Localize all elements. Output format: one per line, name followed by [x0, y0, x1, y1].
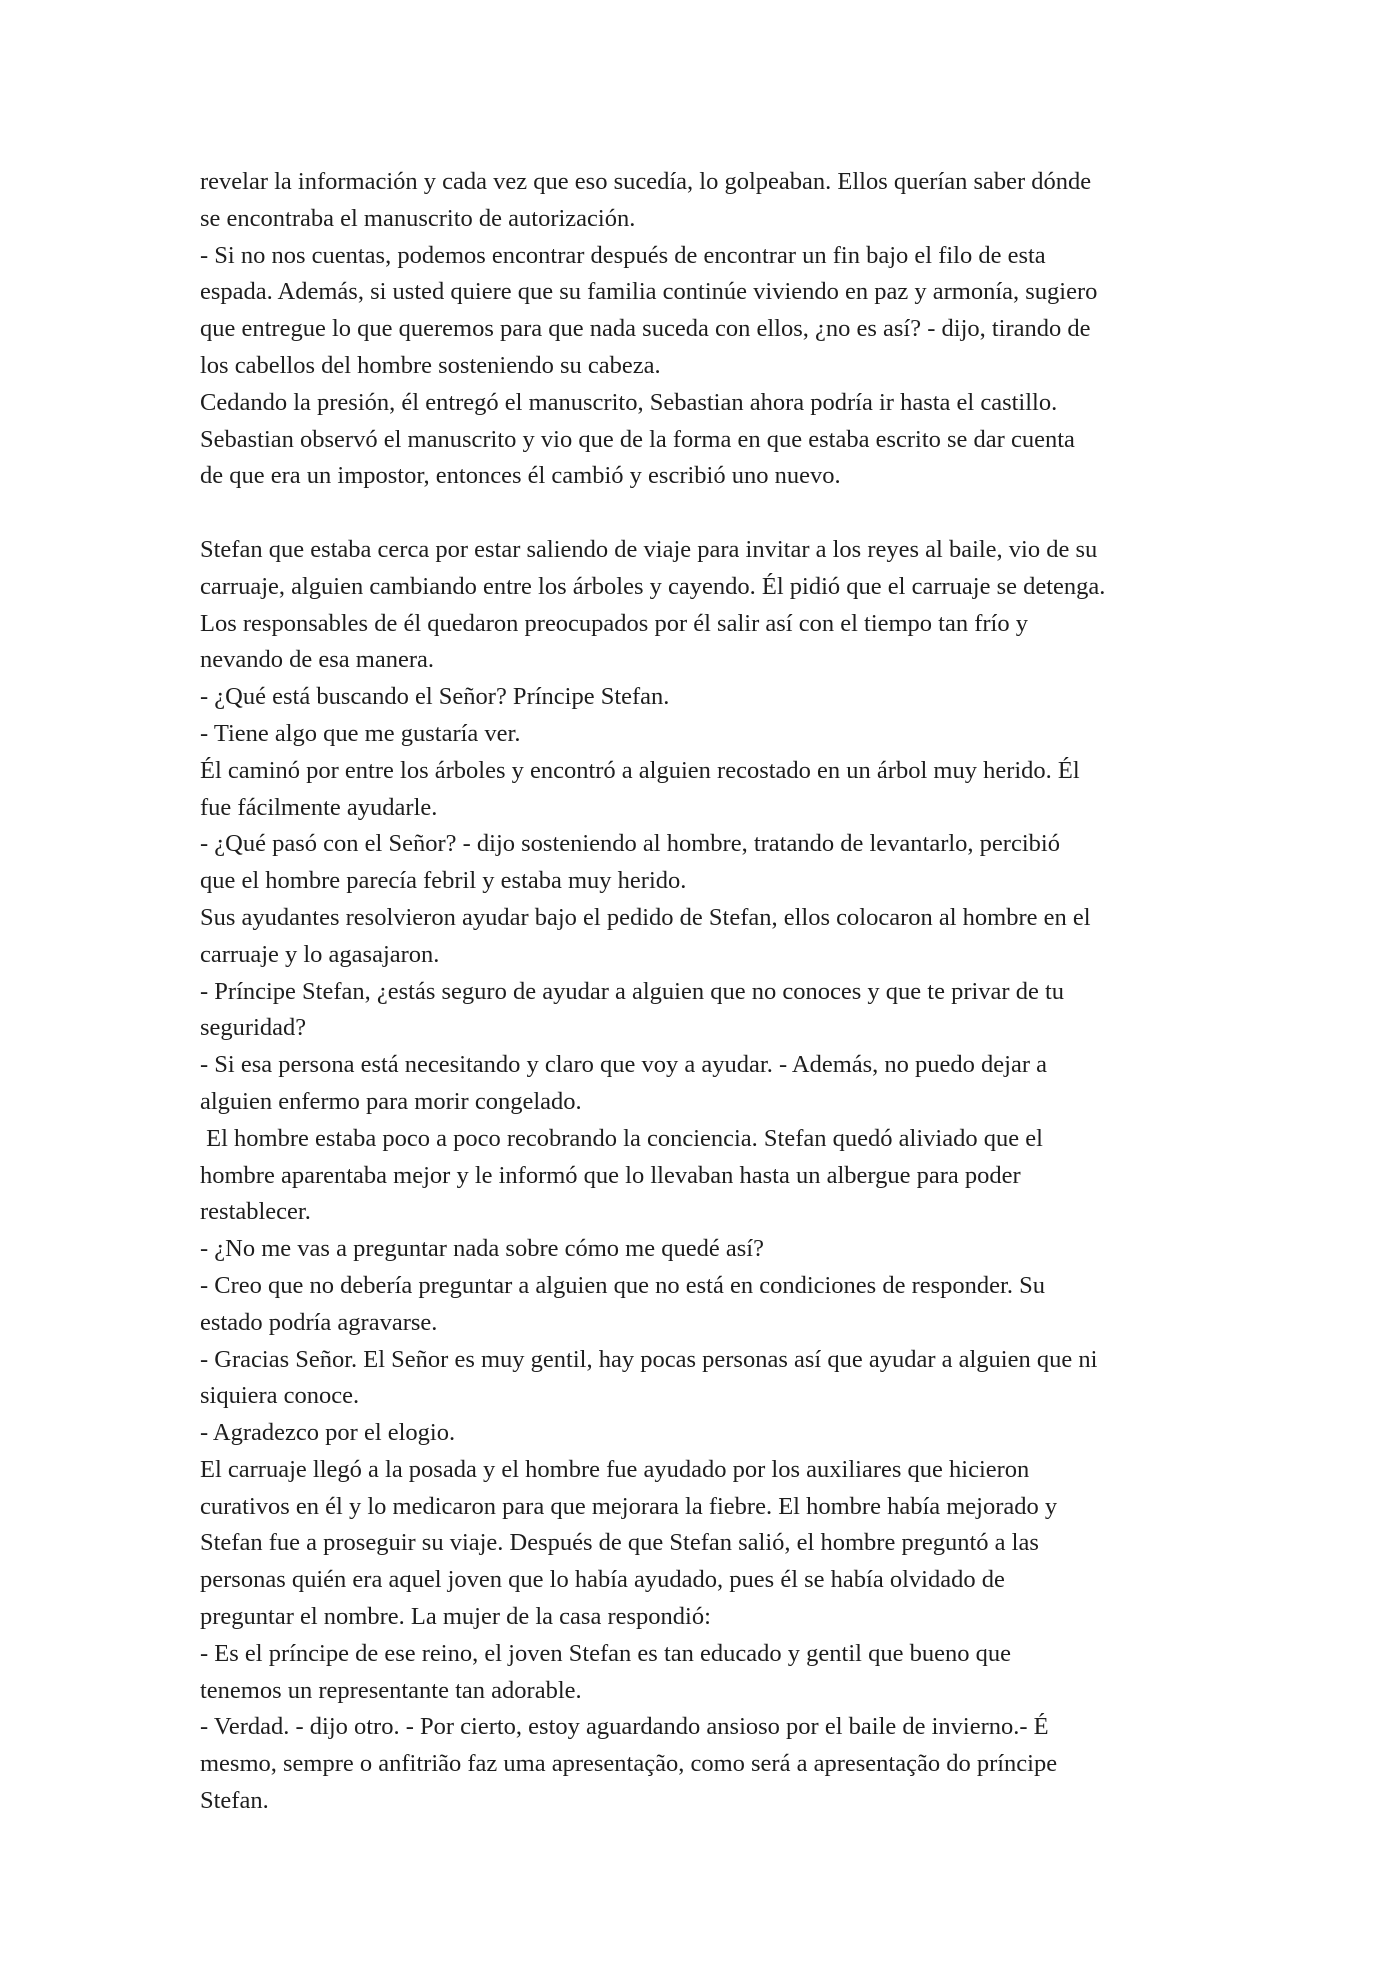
text-line: El hombre estaba poco a poco recobrando la conciencia. Stefan quedó aliviado que el	[200, 1124, 1043, 1152]
text-line: revelar la información y cada vez que eso sucedía, lo golpeaban. Ellos querían saber dónde	[200, 168, 1092, 195]
text-line: preguntar el nombre. La mujer de la casa respondió:	[200, 1603, 711, 1631]
text-line: Sus ayudantes resolvieron ayudar bajo el pedido de Stefan, ellos colocaron al hombre en el	[200, 903, 1091, 931]
text-line: estado podría agravarse.	[200, 1308, 438, 1336]
text-line: de que era un impostor, entonces él cambió y escribió uno nuevo.	[200, 462, 841, 490]
text-line: seguridad?	[200, 1014, 307, 1042]
text-line: Stefan.	[200, 1787, 269, 1815]
text-line: siquiera conoce.	[200, 1382, 360, 1410]
document-body	[200, 164, 1200, 1820]
text-line: El carruaje llegó a la posada y el hombre fue ayudado por los auxiliares que hicieron	[200, 1455, 1030, 1483]
text-line: - Tiene algo que me gustaría ver.	[200, 719, 521, 747]
paragraph-break	[200, 495, 1200, 532]
text-line: Stefan fue a proseguir su viaje. Después de que Stefan salió, el hombre preguntó a las	[200, 1529, 1039, 1557]
text-line: - Si esa persona está necesitando y claro que voy a ayudar. - Además, no puedo dejar a	[200, 1051, 1047, 1079]
text-line: que el hombre parecía febril y estaba muy herido.	[200, 867, 687, 895]
text-line: restablecer.	[200, 1198, 311, 1226]
text-line: - ¿Qué está buscando el Señor? Príncipe Stefan.	[200, 683, 670, 711]
text-line: Cedando la presión, él entregó el manuscrito, Sebastian ahora podría ir hasta el castillo.	[200, 388, 1058, 416]
text-line: nevando de esa manera.	[200, 646, 434, 674]
text-line: hombre aparentaba mejor y le informó que lo llevaban hasta un albergue para poder	[200, 1161, 1021, 1189]
text-line: - Príncipe Stefan, ¿estás seguro de ayudar a alguien que no conoces y que te privar de tu	[200, 977, 1064, 1005]
text-line: que entregue lo que queremos para que nada suceda con ellos, ¿no es así? - dijo, tirando de	[200, 315, 1091, 343]
text-line: espada. Además, si usted quiere que su familia continúe viviendo en paz y armonía, sugiero	[200, 278, 1098, 306]
text-line: - Creo que no debería preguntar a alguien que no está en condiciones de responder. Su	[200, 1271, 1045, 1299]
text-line: tenemos un representante tan adorable.	[200, 1676, 582, 1704]
text-line: Sebastian observó el manuscrito y vio que de la forma en que estaba escrito se dar cuenta	[200, 425, 1075, 453]
text-line: personas quién era aquel joven que lo había ayudado, pues él se había olvidado de	[200, 1566, 1005, 1594]
text-line: Stefan que estaba cerca por estar saliendo de viaje para invitar a los reyes al baile, vio de su	[200, 535, 1098, 563]
text-line: - Gracias Señor. El Señor es muy gentil, hay pocas personas así que ayudar a alguien que ni	[200, 1345, 1098, 1373]
text-line: - ¿No me vas a preguntar nada sobre cómo me quedé así?	[200, 1235, 764, 1263]
text-line: Él caminó por entre los árboles y encontró a alguien recostado en un árbol muy herido. Él	[200, 756, 1080, 784]
text-line: curativos en él y lo medicaron para que mejorara la fiebre. El hombre había mejorado y	[200, 1492, 1058, 1520]
text-line: los cabellos del hombre sosteniendo su cabeza.	[200, 351, 661, 379]
text-line: - Es el príncipe de ese reino, el joven Stefan es tan educado y gentil que bueno que	[200, 1639, 1011, 1667]
text-line: - Si no nos cuentas, podemos encontrar después de encontrar un fin bajo el filo de esta	[200, 241, 1046, 269]
text-line: - Agradezco por el elogio.	[200, 1419, 456, 1447]
text-line: Los responsables de él quedaron preocupados por él salir así con el tiempo tan frío y	[200, 609, 1028, 637]
text-line: carruaje y lo agasajaron.	[200, 940, 440, 968]
text-line: - ¿Qué pasó con el Señor? - dijo sosteniendo al hombre, tratando de levantarlo, percibió	[200, 830, 1060, 858]
text-line: fue fácilmente ayudarle.	[200, 793, 438, 821]
text-line: - Verdad. - dijo otro. - Por cierto, estoy aguardando ansioso por el baile de invierno.- É	[200, 1713, 1049, 1741]
text-line: carruaje, alguien cambiando entre los árboles y cayendo. Él pidió que el carruaje se detenga.	[200, 572, 1106, 600]
text-line: se encontraba el manuscrito de autorización.	[200, 204, 636, 232]
text-line: alguien enfermo para morir congelado.	[200, 1087, 582, 1115]
text-line: mesmo, sempre o anfitrião faz uma apresentação, como será a apresentação do príncipe	[200, 1750, 1058, 1778]
